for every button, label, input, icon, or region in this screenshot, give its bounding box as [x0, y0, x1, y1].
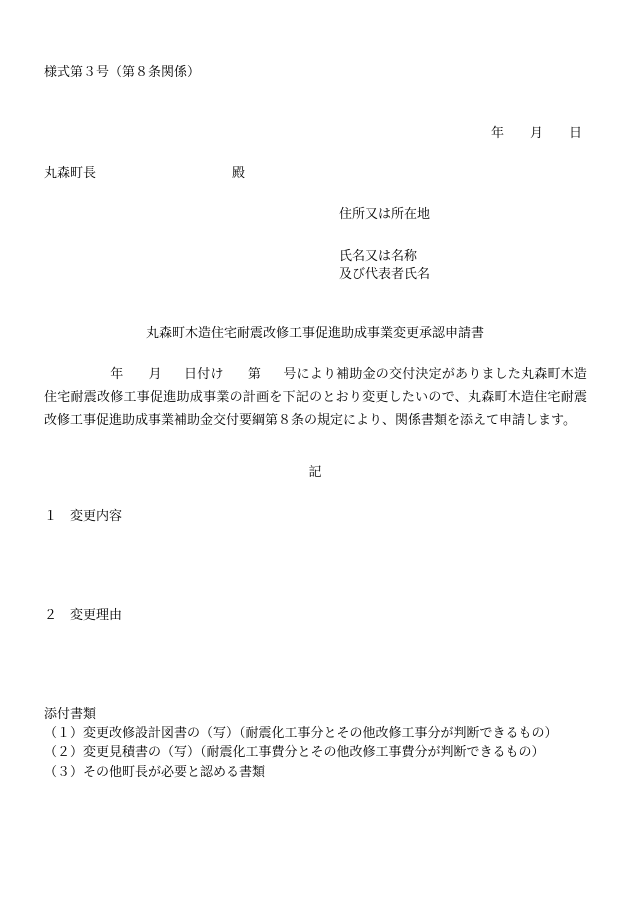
body-number-prefix: 第: [247, 367, 262, 382]
body-text: 号により補助金の交付決定がありました丸森町木造住宅耐震改修工事促進助成事業の計画を下記のとおり変更したいので、丸森町木造住宅耐震改修工事促進助成事業補助金交付要綱第８条の規定により、関係書類を添えて申請します。: [44, 367, 587, 428]
date-month-label: 月: [529, 126, 543, 141]
applicant-representative-label: 及び代表者氏名: [339, 267, 431, 282]
applicant-address-label: 住所又は所在地: [339, 207, 431, 222]
attachments-title: 添付書類: [44, 707, 97, 722]
date-day-label: 日: [568, 126, 582, 141]
item-change-content: [44, 510, 122, 523]
body-year-label: 年: [110, 367, 124, 382]
item-change-reason: [44, 609, 122, 622]
item-label: 変更理由: [70, 608, 123, 623]
item-label: 変更内容: [70, 509, 123, 524]
date-line: [491, 127, 582, 140]
date-year-label: 年: [490, 126, 504, 141]
body-paragraph: [44, 363, 587, 432]
attachment-item: （３）その他町長が必要と認める書類: [44, 765, 266, 780]
addressee-office: 丸森町長: [44, 166, 97, 181]
body-day-label: 日付け: [183, 367, 224, 382]
document-title: 丸森町木造住宅耐震改修工事促進助成事業変更承認申請書: [145, 326, 484, 341]
ki-heading: 記: [308, 465, 322, 480]
item-number: １: [44, 509, 58, 524]
attachment-item: （１）変更改修設計図書の（写）（耐震化工事分とその他改修工事分が判断できるもの）: [44, 726, 558, 741]
attachment-item: （２）変更見積書の（写）（耐震化工事費分とその他改修工事費分が判断できるもの）: [44, 745, 545, 760]
item-number: ２: [44, 608, 58, 623]
applicant-name-label: 氏名又は名称: [339, 249, 418, 264]
body-month-label: 月: [148, 367, 162, 382]
form-number: 様式第３号（第８条関係）: [44, 65, 201, 80]
addressee-honorific: 殿: [232, 166, 246, 181]
